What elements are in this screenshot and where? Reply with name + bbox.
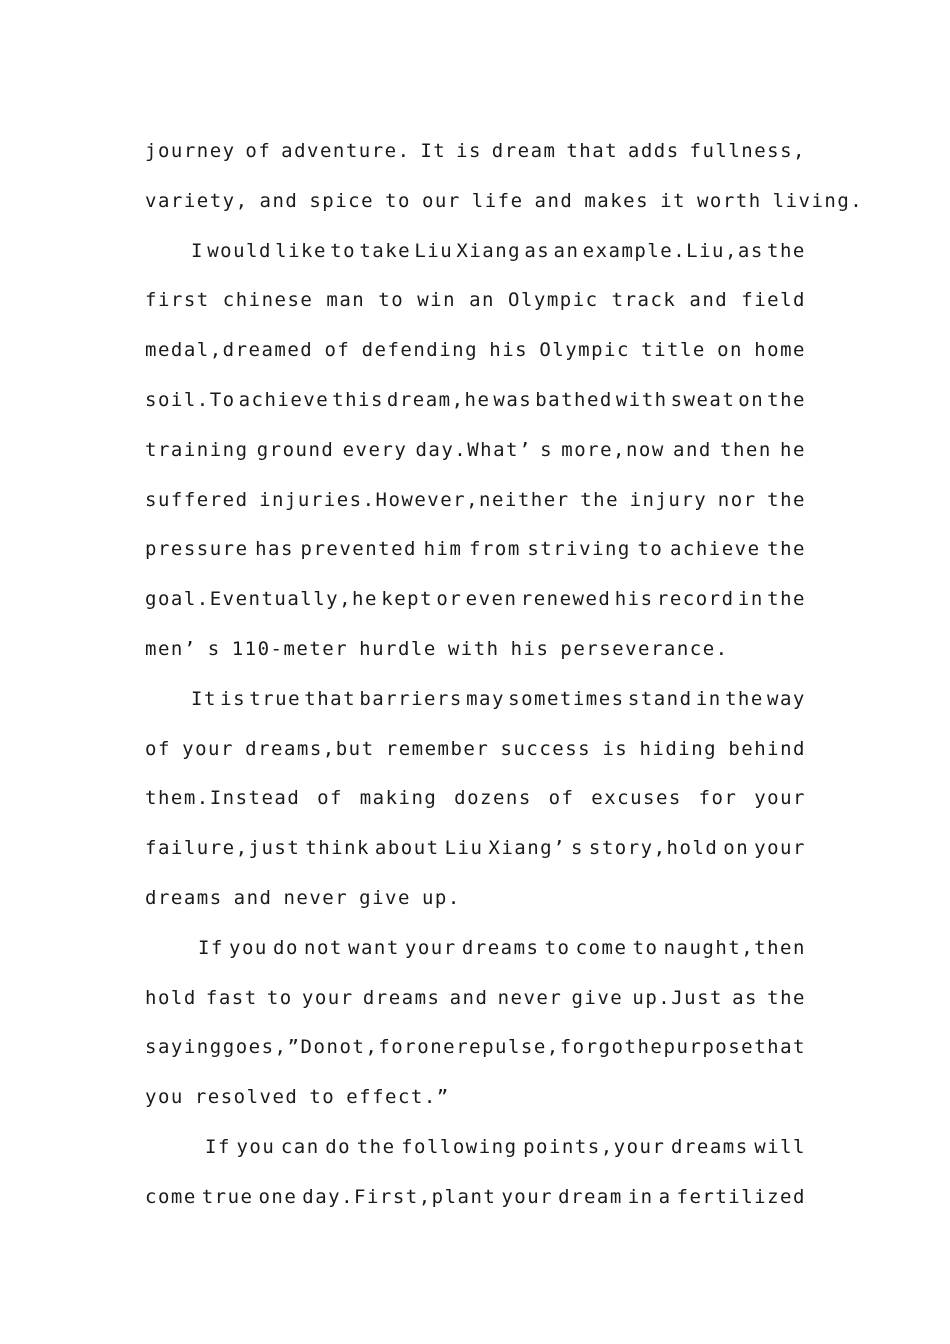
text-word: of	[245, 140, 272, 162]
text-word: was	[493, 388, 533, 411]
text-word: win	[417, 289, 457, 312]
text-word: Olympic	[539, 339, 630, 362]
text-word: repulse,forgo	[456, 1036, 625, 1059]
text-word: title	[641, 339, 706, 362]
text-word: soil.To	[145, 388, 236, 411]
text-word: like	[275, 239, 327, 262]
text-word: has	[255, 538, 294, 561]
text-word: goal.Eventually,he	[145, 588, 378, 611]
text-word: is	[456, 140, 482, 162]
text-word: your	[754, 787, 806, 810]
text-word: and	[259, 189, 299, 212]
text-word: the	[767, 488, 806, 511]
text-word: them.Instead	[145, 787, 301, 810]
text-word: behind	[728, 737, 806, 760]
text-word: and	[673, 438, 712, 461]
text-word: stand	[627, 687, 693, 710]
text-word: achieve	[238, 388, 330, 411]
text-word: field	[741, 289, 806, 312]
text-word: If	[205, 1135, 231, 1158]
text-word: more,now	[561, 438, 665, 461]
text-word: you	[236, 1135, 276, 1158]
text-word: dreams	[461, 936, 540, 959]
text-line	[145, 232, 806, 282]
text-word: remember	[385, 737, 490, 760]
text-word: in	[627, 1185, 654, 1208]
text-word: your	[301, 986, 354, 1009]
text-word: to	[309, 1086, 336, 1109]
text-word: Liu	[444, 837, 484, 860]
text-line	[145, 829, 806, 879]
text-word: is	[220, 687, 247, 710]
text-line	[145, 730, 806, 780]
text-line	[145, 182, 864, 232]
text-word: of	[548, 787, 575, 810]
text-word: Olympic	[508, 289, 599, 312]
text-word: of	[324, 339, 351, 362]
text-word: prevented	[300, 538, 417, 561]
text-line	[145, 1078, 806, 1128]
text-line	[145, 281, 806, 331]
text-word: come	[575, 936, 628, 959]
text-word: renewed	[520, 588, 612, 611]
text-word: up.Just	[632, 986, 723, 1009]
text-line	[145, 331, 806, 381]
text-word: or	[436, 588, 463, 611]
text-word: he	[780, 438, 806, 461]
text-word: of	[145, 737, 171, 760]
text-word: up.	[421, 886, 461, 909]
text-word: variety,	[145, 189, 249, 212]
text-word: example.Liu,as	[582, 239, 764, 262]
text-word: suffered	[145, 488, 249, 511]
text-word: with	[447, 637, 500, 660]
text-word: an	[553, 239, 580, 262]
text-word: not,for	[326, 1036, 418, 1059]
text-word: want	[348, 936, 400, 959]
text-word: one	[417, 1036, 457, 1059]
text-word: it	[660, 189, 686, 212]
text-line	[145, 580, 806, 630]
text-word: an	[469, 289, 495, 312]
text-word: dozens	[454, 787, 532, 810]
text-word: think	[305, 837, 370, 860]
text-word: and	[534, 189, 574, 212]
text-word: points,your	[523, 1135, 666, 1158]
text-word: give	[359, 886, 411, 909]
document-body	[145, 132, 864, 1228]
text-line	[145, 1178, 806, 1228]
text-word: never	[283, 886, 349, 909]
text-word: ground	[256, 438, 335, 461]
text-word: making	[359, 787, 438, 810]
text-word: day.What’	[415, 438, 532, 461]
text-line	[145, 879, 806, 929]
text-word: on	[717, 339, 743, 362]
text-line	[145, 1028, 806, 1078]
text-word: that	[304, 687, 357, 710]
text-word: on	[738, 388, 765, 411]
text-word: sweat	[670, 388, 736, 411]
text-word: hiding	[639, 737, 718, 760]
text-word: of	[317, 787, 343, 810]
text-word: defending	[361, 339, 479, 362]
text-word: to	[385, 189, 411, 212]
text-word: to	[637, 538, 664, 561]
text-word: to	[266, 986, 293, 1009]
text-word: your	[754, 837, 806, 860]
text-word: purpose	[663, 1036, 755, 1059]
text-word: and	[689, 289, 729, 312]
text-word: fullness,	[689, 140, 806, 162]
text-word: as	[732, 986, 758, 1009]
text-word: 110-meter	[231, 637, 349, 660]
text-word: his	[614, 588, 654, 611]
text-word: Do	[300, 1036, 327, 1059]
text-word: never	[497, 986, 563, 1009]
text-word: naught,then	[663, 936, 806, 959]
text-word: first	[145, 289, 210, 312]
text-word: and	[233, 886, 273, 909]
text-word: do	[273, 936, 299, 959]
text-line	[145, 381, 806, 431]
text-word: in	[695, 687, 722, 710]
text-word: dream,he	[386, 388, 491, 411]
text-word: man	[326, 289, 366, 312]
text-word: following	[401, 1135, 518, 1158]
text-word: the	[580, 488, 620, 511]
text-word: in	[737, 588, 764, 611]
text-word: come	[145, 1185, 197, 1208]
text-word: achieve	[669, 538, 761, 561]
text-word: do	[325, 1135, 352, 1158]
text-word: that	[754, 1036, 806, 1059]
text-word: may	[466, 687, 505, 710]
text-word: to	[330, 239, 357, 262]
text-word: way	[767, 687, 806, 710]
text-line	[145, 779, 806, 829]
text-line	[145, 132, 806, 182]
text-word: this	[332, 388, 384, 411]
text-word: living.	[772, 189, 864, 212]
text-word: you	[229, 936, 268, 959]
text-word: failure,just	[145, 837, 301, 860]
text-word: even	[465, 588, 518, 611]
text-word: home	[754, 339, 806, 362]
text-word: excuses	[591, 787, 682, 810]
text-word: is	[602, 737, 629, 760]
text-word: dreams,but	[245, 737, 375, 760]
text-word: give	[571, 986, 624, 1009]
text-word: resolved	[194, 1086, 299, 1109]
text-word: as	[524, 239, 551, 262]
text-word: Liu	[414, 239, 454, 262]
text-word: and	[449, 986, 489, 1009]
text-word: for	[698, 787, 738, 810]
text-word: It	[420, 140, 447, 162]
text-word: barriers	[359, 687, 463, 710]
text-word: to	[378, 289, 405, 312]
text-line	[145, 680, 806, 730]
text-word: Xiang’	[488, 837, 567, 860]
text-word: bathed	[535, 388, 613, 411]
text-word: your	[501, 1185, 554, 1208]
text-word: goes,”	[222, 1036, 301, 1059]
text-line	[145, 530, 806, 580]
text-line	[145, 979, 806, 1029]
text-word: medal,dreamed	[145, 339, 314, 362]
text-word: every	[342, 438, 408, 461]
text-word: hold	[145, 986, 197, 1009]
text-word: injury	[629, 488, 708, 511]
text-word: our	[421, 189, 461, 212]
text-word: chinese	[222, 289, 314, 312]
text-word: about	[374, 837, 440, 860]
text-word: on	[723, 837, 750, 860]
text-word: worth	[696, 189, 762, 212]
text-line	[145, 1128, 806, 1178]
text-word: striving	[527, 538, 631, 561]
text-word: take	[359, 239, 412, 262]
text-word: then	[720, 438, 772, 461]
text-word: dreams	[671, 1135, 749, 1158]
text-word: fast	[205, 986, 258, 1009]
text-word: you	[145, 1086, 184, 1109]
text-line	[145, 630, 806, 680]
text-word: your	[182, 737, 234, 760]
text-word: If	[198, 936, 224, 959]
text-word: journey	[145, 140, 236, 162]
text-word: him	[423, 538, 463, 561]
text-word: I	[191, 239, 204, 262]
text-word: that	[566, 140, 619, 162]
text-word: true	[201, 1185, 254, 1208]
text-line	[145, 431, 806, 481]
text-word: kept	[381, 588, 434, 611]
text-word: s	[540, 438, 554, 461]
text-word: the	[767, 588, 806, 611]
text-word: to	[632, 936, 659, 959]
text-word: the	[767, 388, 806, 411]
text-word: would	[207, 239, 272, 262]
text-word: a	[658, 1185, 672, 1208]
text-word: pressure	[145, 538, 249, 561]
text-word: injuries.However,neither	[259, 488, 570, 511]
text-word: dream	[491, 140, 557, 162]
text-word: perseverance.	[560, 637, 729, 660]
text-word: can	[280, 1135, 320, 1158]
text-word: one	[258, 1185, 298, 1208]
text-word: record	[656, 588, 735, 611]
text-line	[145, 929, 806, 979]
text-word: his	[489, 339, 529, 362]
text-word: track	[611, 289, 677, 312]
text-word: dream	[558, 1185, 623, 1208]
text-word: sometimes	[508, 687, 625, 710]
text-word: s	[571, 837, 584, 860]
text-word: to	[544, 936, 571, 959]
text-word: true	[249, 687, 302, 710]
text-word: saying	[145, 1036, 223, 1059]
text-word: dreams	[362, 986, 441, 1009]
text-word: his	[510, 637, 550, 660]
text-word: not	[304, 936, 343, 959]
text-word: effect.”	[346, 1086, 450, 1109]
text-word: nor	[717, 488, 757, 511]
text-word: your	[404, 936, 457, 959]
text-word: the	[356, 1135, 396, 1158]
text-word: Xiang	[456, 239, 522, 262]
text-word: adds	[627, 140, 680, 162]
text-word: the	[767, 986, 806, 1009]
text-word: training	[145, 438, 249, 461]
text-word: success	[500, 737, 592, 760]
text-word: dreams	[145, 886, 223, 909]
text-word: fertilized	[676, 1185, 806, 1208]
text-word: makes	[584, 189, 650, 212]
text-word: adventure.	[281, 140, 411, 162]
text-line	[145, 481, 806, 531]
text-word: hurdle	[359, 637, 437, 660]
text-word: from	[469, 538, 521, 561]
text-word: with	[615, 388, 668, 411]
text-word: the	[767, 239, 806, 262]
text-word: s	[207, 637, 221, 660]
text-word: It	[191, 687, 217, 710]
text-word: life	[471, 189, 524, 212]
text-word: the	[767, 538, 806, 561]
text-word: day.First,plant	[302, 1185, 497, 1208]
text-word: will	[754, 1135, 806, 1158]
text-word: story,hold	[588, 837, 719, 860]
text-word: the	[724, 687, 764, 710]
text-word: men’	[145, 637, 197, 660]
text-word: the	[624, 1036, 664, 1059]
text-word: spice	[309, 189, 375, 212]
